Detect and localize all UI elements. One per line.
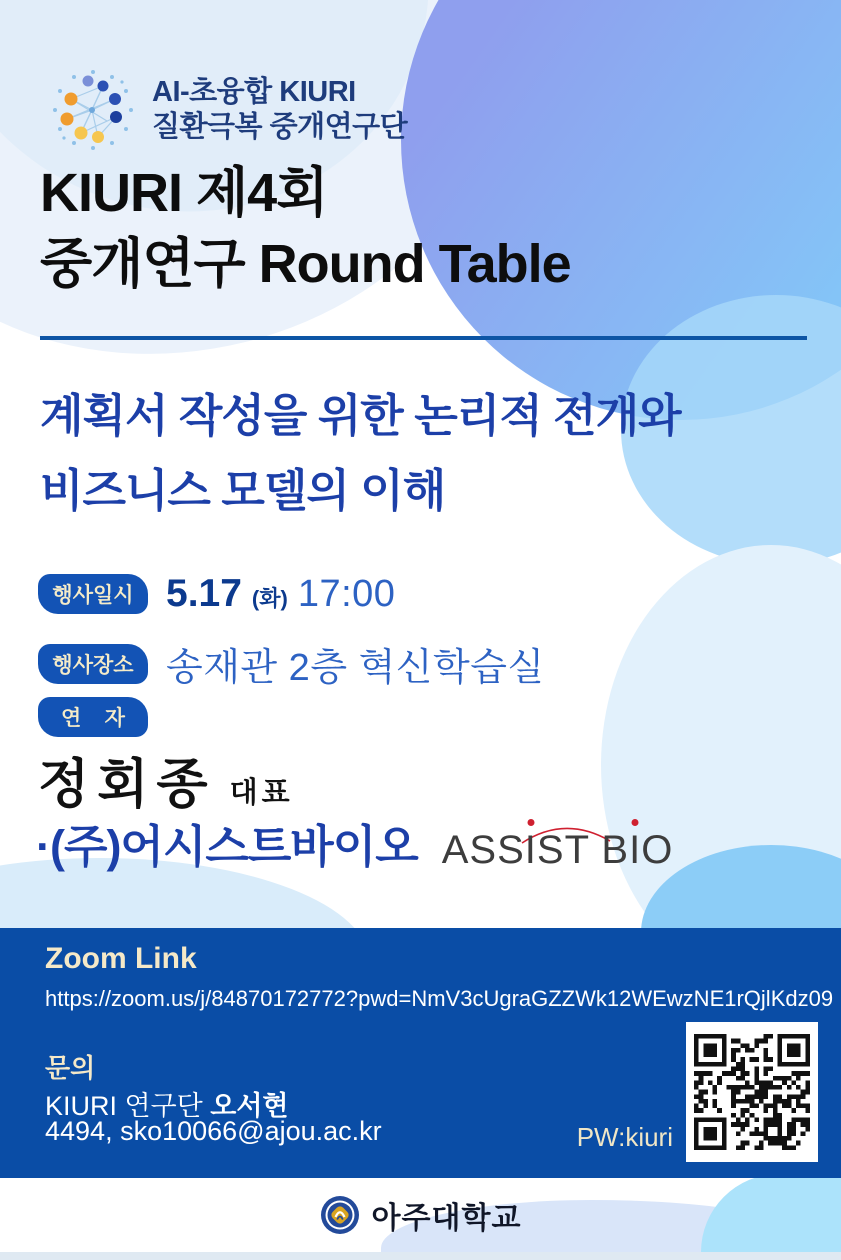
zoom-link-url[interactable]: https://zoom.us/j/84870172772?pwd=NmV3cUgraGZZWk12WEwzNE1rQjlKdz09: [45, 986, 834, 1011]
org-name-line2: 질환극복 중개연구단: [152, 111, 408, 143]
venue-badge: 행사장소: [38, 644, 148, 684]
assist-text-part: ASS: [441, 827, 525, 872]
contact-name: 오서현: [210, 1091, 289, 1121]
contact-label: 문의: [45, 1053, 96, 1083]
lecture-title-line2: 비즈니스 모델의 이해: [40, 465, 446, 516]
company-row: [36, 810, 674, 875]
event-date-row: [38, 572, 395, 616]
title-line2: 중개연구 Round Table: [40, 234, 571, 294]
event-venue-row: [38, 636, 545, 691]
contact-info: 4494, sko10066@ajou.ac.kr: [45, 1116, 382, 1146]
org-name-line1: AI-초융합 KIURI: [152, 76, 356, 108]
assist-text-part: O: [641, 827, 674, 872]
org-logo: [50, 68, 407, 152]
event-day: (화): [251, 586, 288, 611]
speaker-name: 정회종: [38, 755, 216, 814]
assist-dotted-i: I: [524, 827, 537, 872]
event-time: 17:00: [297, 573, 396, 615]
assist-bio-logo: [441, 811, 674, 875]
lecture-title: [40, 378, 681, 528]
lecture-title-line1: 계획서 작성을 위한 논리적 전개와: [40, 390, 681, 441]
zoom-password: PW:kiuri: [576, 1122, 673, 1152]
title-line1: KIURI 제4회: [40, 163, 328, 223]
assist-bio-wordmark: [442, 828, 674, 873]
ajou-university-seal-icon: [320, 1195, 360, 1235]
assist-text-part: ST B: [536, 827, 630, 872]
speaker-badge-row: [38, 697, 148, 737]
event-date: 5.17: [166, 572, 242, 615]
company-name: ·(주)어시스트바이오: [36, 821, 418, 872]
date-value: [166, 572, 395, 616]
footer-panel: [0, 928, 841, 1178]
speaker: [38, 742, 294, 818]
university-name: 아주대학교: [371, 1202, 522, 1235]
org-name: [152, 75, 407, 145]
speaker-badge: 연 자: [38, 697, 148, 737]
contact-org: KIURI 연구단: [45, 1091, 211, 1121]
event-venue: 송재관 2층 혁신학습실: [166, 647, 545, 689]
divider-line: [40, 336, 807, 340]
venue-value: [166, 636, 545, 691]
bg-bottom-strip: [0, 1252, 841, 1260]
zoom-link-label: Zoom Link: [45, 942, 197, 975]
qr-code: [686, 1022, 818, 1162]
date-badge: 행사일시: [38, 574, 148, 614]
university-bar: [0, 1178, 841, 1252]
assist-dotted-i: I: [629, 827, 642, 872]
page-title: [40, 158, 571, 300]
kiuri-network-icon: [50, 68, 136, 152]
speaker-title: 대표: [229, 777, 294, 809]
